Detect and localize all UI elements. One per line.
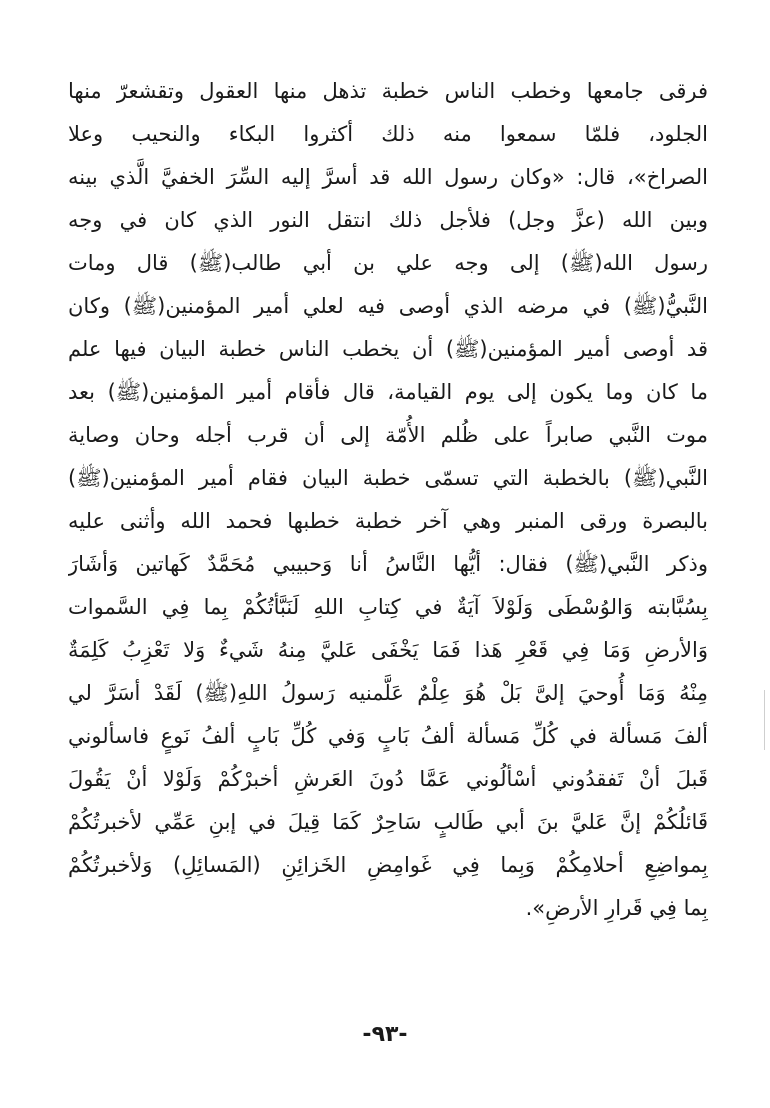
text-line: الجلود، فلمّا سمعوا منه ذلك أكثروا البكاء والنحيب وعلا: [68, 122, 708, 146]
text-line: النَّبيُّ(ﷺ) في مرضه الذي أوصى فيه لعلي أمير المؤمنين(ﷺ) وكان: [68, 294, 708, 318]
text-line: بالبصرة ورقى المنبر وهي آخر خطبة خطبها فحمد الله وأثنى عليه: [68, 509, 708, 533]
text-line: الصراخ»، قال: «وكان رسول الله قد أسرَّ إليه السِّرَ الخفيَّ الَّذي بينه: [68, 165, 708, 189]
text-line: النَّبي(ﷺ) بالخطبة التي تسمّى خطبة البيان فقام أمير المؤمنين(ﷺ): [68, 466, 708, 490]
text-line: فرقى جامعها وخطب الناس خطبة تذهل منها العقول وتقشعرّ منها: [68, 79, 708, 103]
text-line: وذكر النَّبي(ﷺ) فقال: أيُّها النَّاسُ أنا وَحبيبي مُحَمَّدٌ كَهاتين وَأشَارَ: [68, 552, 708, 576]
text-line: قَائلُكُمْ إنَّ عَليَّ بنَ أبي طَالبٍ سَاحِرٌ كَمَا قِيلَ في إبنِ عَمِّي لأخبرتُكُمْ: [68, 810, 708, 834]
text-line: ما كان وما يكون إلى يوم القيامة، قال فأقام أمير المؤمنين(ﷺ) بعد: [68, 380, 708, 404]
text-line: مِنْهُ وَمَا أُوحيَ إلىَّ بَلْ هُوَ عِلْمٌ عَلَّمنيه رَسولُ اللهِ(ﷺ) لَقَدْ أسَرَّ لي: [68, 681, 708, 705]
page-number: -٩٣-: [362, 1022, 408, 1047]
margin-mark: [764, 690, 765, 750]
text-line: بِمواضِعِ أحلامِكُمْ وَبِما فِي غَوامِضِ الخَزائِنِ (المَسائِلِ) وَلأخبرتُكُمْ: [68, 853, 708, 877]
text-line: قد أوصى أمير المؤمنين(ﷺ) أن يخطب الناس خطبة البيان فيها علم: [68, 337, 708, 361]
body-text: [68, 70, 708, 930]
text-line: رسول الله(ﷺ) إلى وجه علي بن أبي طالب(ﷺ) قال ومات: [68, 251, 708, 275]
text-line: موت النَّبي صابراً على ظُلم الأُمّة إلى أن قرب أجله وحان وصاية: [68, 423, 708, 447]
text-line: بِما فِي قَرارِ الأرضِ».: [525, 896, 708, 920]
text-line: وَالأرضِ وَمَا فِي قَعْرِ هَذا فَمَا يَخْفَى عَليَّ مِنهُ شَيءٌ وَلا تَعْزِبُ كَلِمَةٌ: [68, 638, 708, 662]
text-line: وبين الله (عزَّ وجل) فلأجل ذلك انتقل النور الذي كان في وجه: [68, 208, 708, 232]
text-line: ألفَ مَسألة في كُلِّ مَسألة ألفُ بَابٍ وَفي كُلِّ بَابٍ ألفُ نَوعٍ فاسألوني: [68, 724, 708, 748]
text-line: بِسُبَّابته وَالوُسْطَى وَلَوْلاَ آيَةٌ في كِتابِ اللهِ لَنَبَّأتُكُمْ بِما فِي السَّموات: [68, 595, 708, 619]
text-line: قَبلَ أنْ تَفقدُوني أسْألُوني عَمَّا دُونَ العَرشِ أخبرْكُمْ وَلَوْلا أنْ يَقُولَ: [68, 767, 708, 791]
